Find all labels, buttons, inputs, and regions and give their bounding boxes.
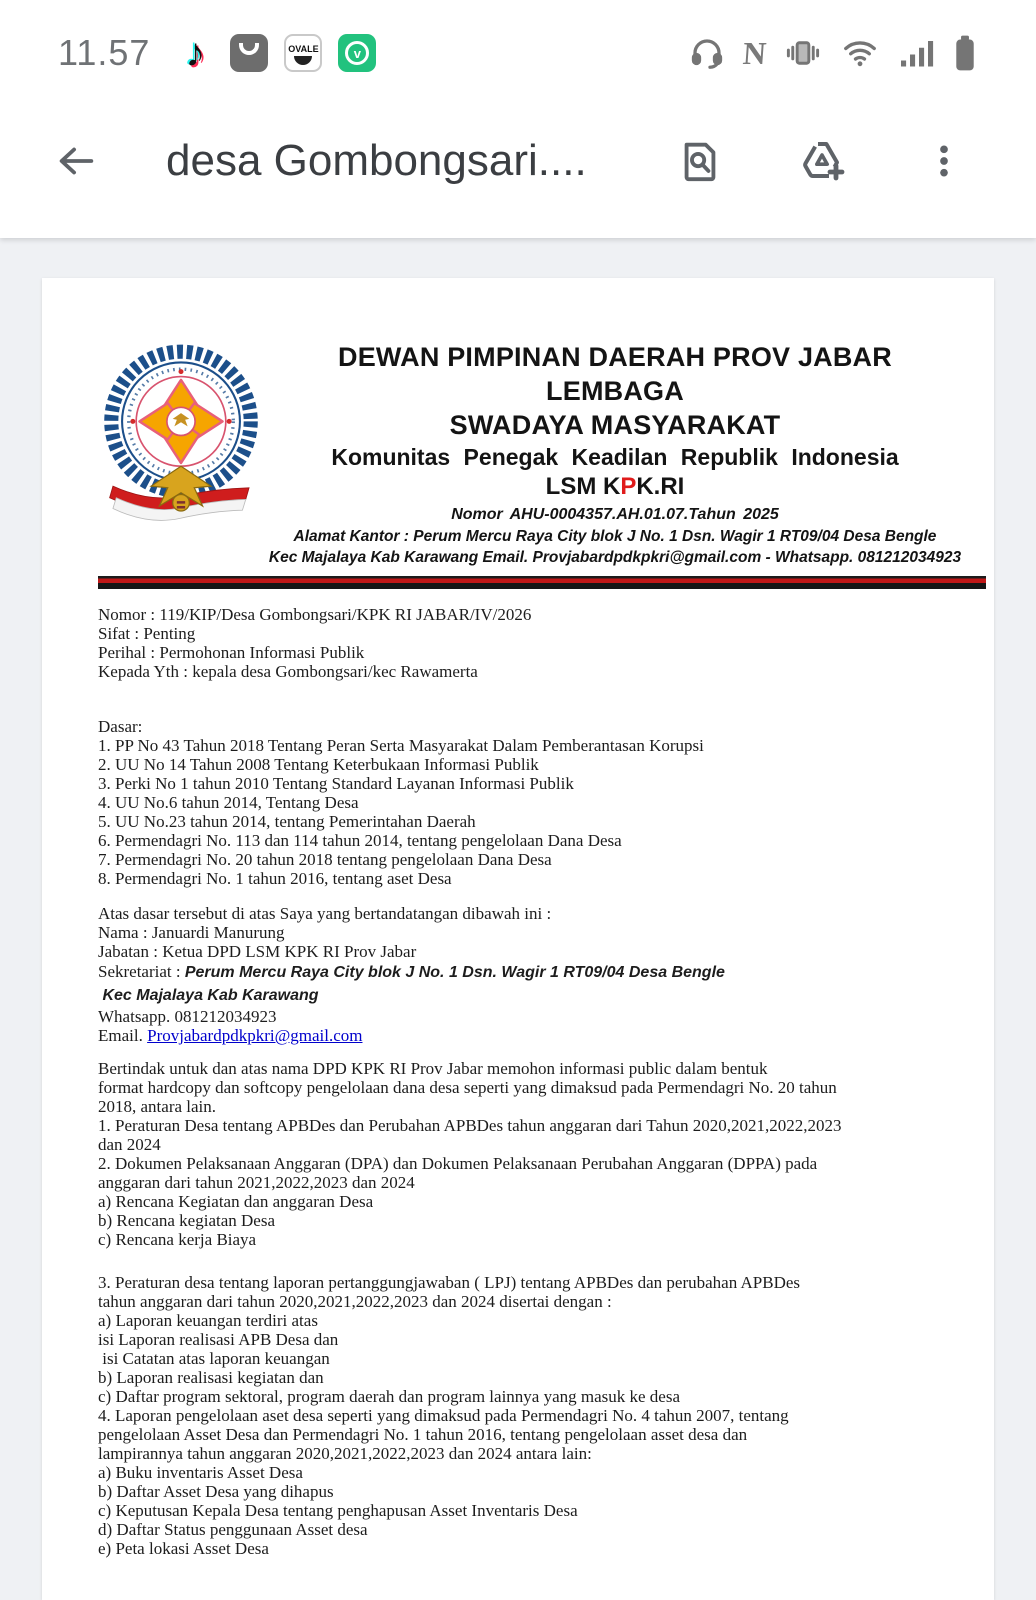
registration-number: Nomor AHU-0004357.AH.01.07.Tahun 2025: [451, 506, 779, 523]
letter-line: Perihal : Permohonan Informasi Publik: [98, 643, 365, 662]
clock: 11.57: [58, 32, 151, 73]
letter-line: [98, 1026, 938, 1045]
letter-line: Whatsapp. 081212034923: [98, 1007, 277, 1026]
pdf-viewer[interactable]: [0, 238, 1036, 1600]
headset-icon: [689, 35, 725, 71]
blank-space: [98, 1045, 938, 1059]
letter-line: Nama : Januardi Manurung: [98, 923, 285, 942]
letter-line: a) Laporan keuangan terdiri atas: [98, 1311, 318, 1330]
video-chat-icon: [338, 34, 376, 72]
blank-space: [98, 888, 938, 904]
document-page: [42, 278, 994, 1600]
blank-space: [98, 1249, 938, 1273]
letter-line: Bertindak untuk dan atas nama DPD KPK RI Prov Jabar memohon informasi public dalam bentuk: [98, 1059, 768, 1078]
lsm-kpk-black: LSM K: [545, 473, 621, 500]
chat-bubble: v: [345, 41, 369, 65]
letter-line: 6. Permendagri No. 113 dan 114 tahun 2014, tentang pengelolaan Dana Desa: [98, 831, 622, 850]
smile-shape: [294, 56, 312, 65]
letter-line: 2. UU No 14 Tahun 2008 Tentang Keterbukaan Informasi Publik: [98, 755, 539, 774]
letter-line: b) Laporan realisasi kegiatan dan: [98, 1368, 324, 1387]
wifi-icon: [840, 35, 880, 71]
signal-icon: [898, 35, 934, 71]
letter-line: d) Daftar Status penggunaan Asset desa: [98, 1520, 368, 1539]
lsm-kpk-black2: K.RI: [636, 473, 685, 500]
status-bar: [0, 0, 1036, 96]
letterhead-text: [266, 336, 964, 568]
letter-line: pengelolaan Asset Desa dan Permendagri No. 1 tahun 2016, tentang pengelolaan asset desa dan: [98, 1425, 748, 1444]
document-title: desa Gombongsari....: [166, 136, 587, 185]
ovale-icon: [284, 34, 322, 72]
letter-text-span: Email.: [98, 1026, 148, 1045]
app-bar-actions: [674, 135, 970, 187]
letter-line: Kepada Yth : kepala desa Gombongsari/kec Rawamerta: [98, 662, 478, 681]
organization-logo: [98, 340, 266, 568]
music-note-glyph: ♪: [185, 31, 206, 75]
shopping-bag-icon: [230, 34, 268, 72]
letter-line: c) Keputusan Kepala Desa tentang penghapusan Asset Inventaris Desa: [98, 1501, 578, 1520]
letter-line: 1. Peraturan Desa tentang APBDes dan Perubahan APBDes tahun anggaran dari Tahun 2020,2021,2022,2023: [98, 1116, 842, 1135]
letter-line: 2. Dokumen Pelaksanaan Anggaran (DPA) dan Dokumen Pelaksanaan Perubahan Anggaran (DPPA) pada: [98, 1154, 818, 1173]
letter-line: Sifat : Penting: [98, 624, 196, 643]
office-address-line2: Kec Majalaya Kab Karawang Email. Provjabardpdkpkri@gmail.com - Whatsapp. 081212034923: [268, 549, 962, 566]
letter-line: tahun anggaran dari tahun 2020,2021,2022,2023 dan 2024 disertai dengan :: [98, 1292, 612, 1311]
letter-line: 3. Peraturan desa tentang laporan pertanggungjawaban ( LPJ) tentang APBDes dan perubahan APBDes: [98, 1273, 801, 1292]
letter-line: [98, 984, 938, 1007]
letter-line: 5. UU No.23 tahun 2014, tentang Pemerintahan Daerah: [98, 812, 476, 831]
letter-line: dan 2024: [98, 1135, 161, 1154]
letterhead-divider: [98, 576, 986, 589]
top-header: [0, 0, 1036, 238]
back-button[interactable]: [50, 135, 102, 187]
letter-line: Nomor : 119/KIP/Desa Gombongsari/KPK RI JABAR/IV/2026: [98, 605, 532, 624]
letter-line: c) Rencana kerja Biaya: [98, 1230, 257, 1249]
org-name-line2: SWADAYA MASYARAKAT: [449, 410, 781, 440]
blank-space: [98, 681, 938, 717]
ovale-label: OVALE: [288, 43, 319, 54]
more-options-icon[interactable]: [918, 135, 970, 187]
letter-line: 7. Permendagri No. 20 tahun 2018 tentang pengelolaan Dana Desa: [98, 850, 552, 869]
letter-line: Jabatan : Ketua DPD LSM KPK RI Prov Jabar: [98, 942, 417, 961]
find-in-document-icon[interactable]: [674, 135, 726, 187]
letter-line: b) Daftar Asset Desa yang dihapus: [98, 1482, 334, 1501]
letter-line: e) Peta lokasi Asset Desa: [98, 1539, 269, 1558]
letter-line: c) Daftar program sektoral, program daerah dan program lainnya yang masuk ke desa: [98, 1387, 681, 1406]
notification-icons: [176, 31, 376, 75]
letter-text-span: Perum Mercu Raya City blok J No. 1 Dsn. Wagir 1 RT09/04 Desa Bengle: [184, 964, 725, 981]
letter-line: isi Laporan realisasi APB Desa dan: [98, 1330, 339, 1349]
letter-line: [98, 961, 938, 984]
letter-line: 4. Laporan pengelolaan aset desa seperti yang dimaksud pada Permendagri No. 4 tahun 2007, tentang: [98, 1406, 789, 1425]
letter-line: a) Rencana Kegiatan dan anggaran Desa: [98, 1192, 374, 1211]
letter-line: format hardcopy dan softcopy pengelolaan dana desa seperti yang dimaksud pada Permendagri No. 20 tahun: [98, 1078, 837, 1097]
letter-line: 3. Perki No 1 tahun 2010 Tentang Standard Layanan Informasi Publik: [98, 774, 574, 793]
letter-line: Dasar:: [98, 717, 143, 736]
letter-line: anggaran dari tahun 2021,2022,2023 dan 2024: [98, 1173, 415, 1192]
org-name-line3: Komunitas Penegak Keadilan Republik Indonesia: [331, 444, 899, 470]
letter-line: 4. UU No.6 tahun 2014, Tentang Desa: [98, 793, 359, 812]
lsm-kpk-red-letter: P: [620, 473, 637, 500]
org-name-line1: DEWAN PIMPINAN DAERAH PROV JABAR LEMBAGA: [338, 342, 892, 406]
letterhead: [42, 336, 994, 568]
letter-body: [42, 589, 994, 1558]
vibrate-icon: [784, 35, 822, 71]
letter-line: lampirannya tahun anggaran 2020,2021,2022,2023 dan 2024 antara lain:: [98, 1444, 592, 1463]
tiktok-icon: [176, 31, 214, 75]
battery-icon: [952, 34, 978, 72]
letter-line: 2018, antara lain.: [98, 1097, 217, 1116]
letter-text-span: Kec Majalaya Kab Karawang: [98, 987, 319, 1004]
letter-text-span: Sekretariat :: [98, 962, 185, 981]
letter-line: a) Buku inventaris Asset Desa: [98, 1463, 303, 1482]
office-address-line1: Alamat Kantor : Perum Mercu Raya City blok J No. 1 Dsn. Wagir 1 RT09/04 Desa Bengle: [293, 528, 937, 545]
nfc-icon: N: [741, 34, 768, 71]
add-to-drive-icon[interactable]: [796, 135, 848, 187]
org-abbreviation: [266, 472, 964, 502]
letter-line: Atas dasar tersebut di atas Saya yang bertandatangan dibawah ini :: [98, 904, 552, 923]
system-status-icons: [689, 34, 978, 72]
letter-line: 1. PP No 43 Tahun 2018 Tentang Peran Serta Masyarakat Dalam Pemberantasan Korupsi: [98, 736, 704, 755]
letter-line: 8. Permendagri No. 1 tahun 2016, tentang aset Desa: [98, 869, 452, 888]
email-link[interactable]: Provjabardpdkpkri@gmail.com: [147, 1026, 363, 1045]
letter-line: isi Catatan atas laporan keuangan: [98, 1349, 330, 1368]
app-bar: [0, 96, 1036, 226]
letter-line: b) Rencana kegiatan Desa: [98, 1211, 275, 1230]
bag-handle: [239, 43, 259, 55]
